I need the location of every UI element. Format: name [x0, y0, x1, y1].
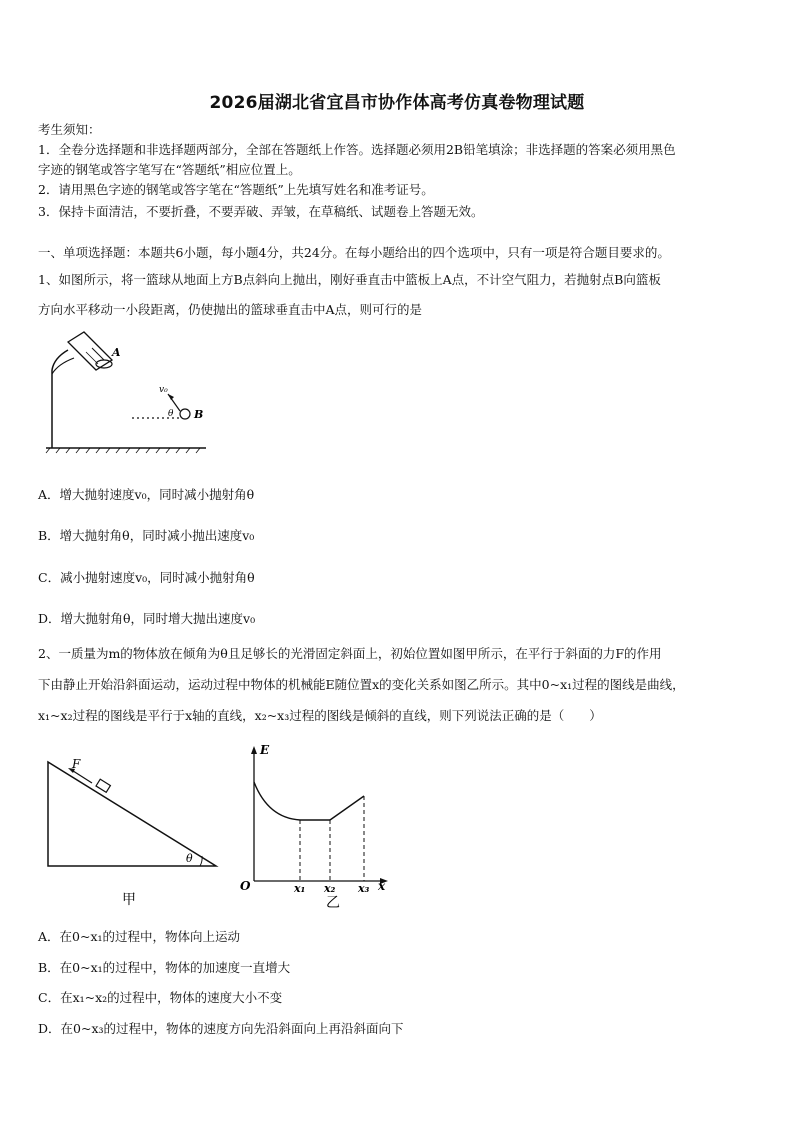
q2-option-c[interactable]: C．在x₁~x₂的过程中，物体的速度大小不变	[38, 990, 283, 1005]
page-title: 2026届湖北省宜昌市协作体高考仿真卷物理试题	[209, 93, 585, 113]
incline-figure	[40, 752, 230, 912]
point-b-label: B	[194, 408, 204, 421]
q1-option-c[interactable]: C．减小抛射速度v₀，同时减小抛射角θ	[38, 570, 255, 585]
origin-label: O	[240, 879, 251, 893]
question-1-text: 方向水平移动一小段距离，仍使抛出的篮球垂直击中A点，则可行的是	[38, 302, 423, 317]
notice-item: 2．请用黑色字迹的钢笔或答字笔在“答题纸”上先填写姓名和准考证号。	[38, 182, 434, 197]
tick-label-x2: x₂	[324, 882, 336, 895]
tick-label-x1: x₁	[294, 882, 306, 895]
q1-option-b[interactable]: B．增大抛射角θ，同时减小抛出速度v₀	[38, 528, 255, 543]
question-1-text: 1、如图所示，将一篮球从地面上方B点斜向上抛出，刚好垂直击中篮板上A点，不计空气阻力，若抛射点B向篮板	[38, 272, 661, 287]
notice-heading: 考生须知：	[38, 122, 101, 137]
tick-label-x3: x₃	[358, 882, 370, 895]
notice-item: 1．全卷分选择题和非选择题两部分，全部在答题纸上作答。选择题必须用2B铅笔填涂；非选择题的答案必须用黑色	[38, 142, 676, 157]
question-2-text: 下由静止开始沿斜面运动，运动过程中物体的机械能E随位置x的变化关系如图乙所示。其中0~x₁过程的图线是曲线，	[38, 677, 685, 692]
point-a-label: A	[112, 346, 121, 359]
figure-jia-caption: 甲	[122, 892, 136, 908]
energy-position-graph	[232, 738, 397, 910]
x-axis-label: x	[378, 879, 386, 893]
theta-label: θ	[168, 409, 174, 419]
q2-option-b[interactable]: B．在0~x₁的过程中，物体的加速度一直增大	[38, 960, 291, 975]
y-axis-label: E	[260, 743, 270, 757]
incline-angle-label: θ	[186, 852, 193, 865]
figure-yi-caption: 乙	[326, 895, 340, 910]
v0-label: v₀	[159, 385, 168, 395]
notice-item: 3．保持卡面清洁，不要折叠，不要弄破、弄皱，在草稿纸、试题卷上答题无效。	[38, 204, 484, 219]
notice-item: 字迹的钢笔或答字笔写在“答题纸”相应位置上。	[38, 162, 301, 177]
question-2-text: x₁~x₂过程的图线是平行于x轴的直线，x₂~x₃过程的图线是倾斜的直线，则下列说法正确的是（ ）	[38, 708, 602, 723]
q1-option-a[interactable]: A．增大抛射速度v₀，同时减小抛射角θ	[38, 487, 255, 502]
q2-option-a[interactable]: A．在0~x₁的过程中，物体向上运动	[38, 929, 241, 944]
question-2-text: 2、一质量为m的物体放在倾角为θ且足够长的光滑固定斜面上，初始位置如图甲所示，在平行于斜面的力F的作用	[38, 646, 662, 661]
basketball-figure	[40, 330, 210, 455]
q1-option-d[interactable]: D．增大抛射角θ，同时增大抛出速度v₀	[38, 611, 256, 626]
force-label: F	[72, 757, 81, 771]
section-heading: 一、单项选择题：本题共6小题，每小题4分，共24分。在每小题给出的四个选项中，只有一项是符合题目要求的。	[38, 245, 670, 260]
q2-option-d[interactable]: D．在0~x₃的过程中，物体的速度方向先沿斜面向上再沿斜面向下	[38, 1021, 404, 1036]
